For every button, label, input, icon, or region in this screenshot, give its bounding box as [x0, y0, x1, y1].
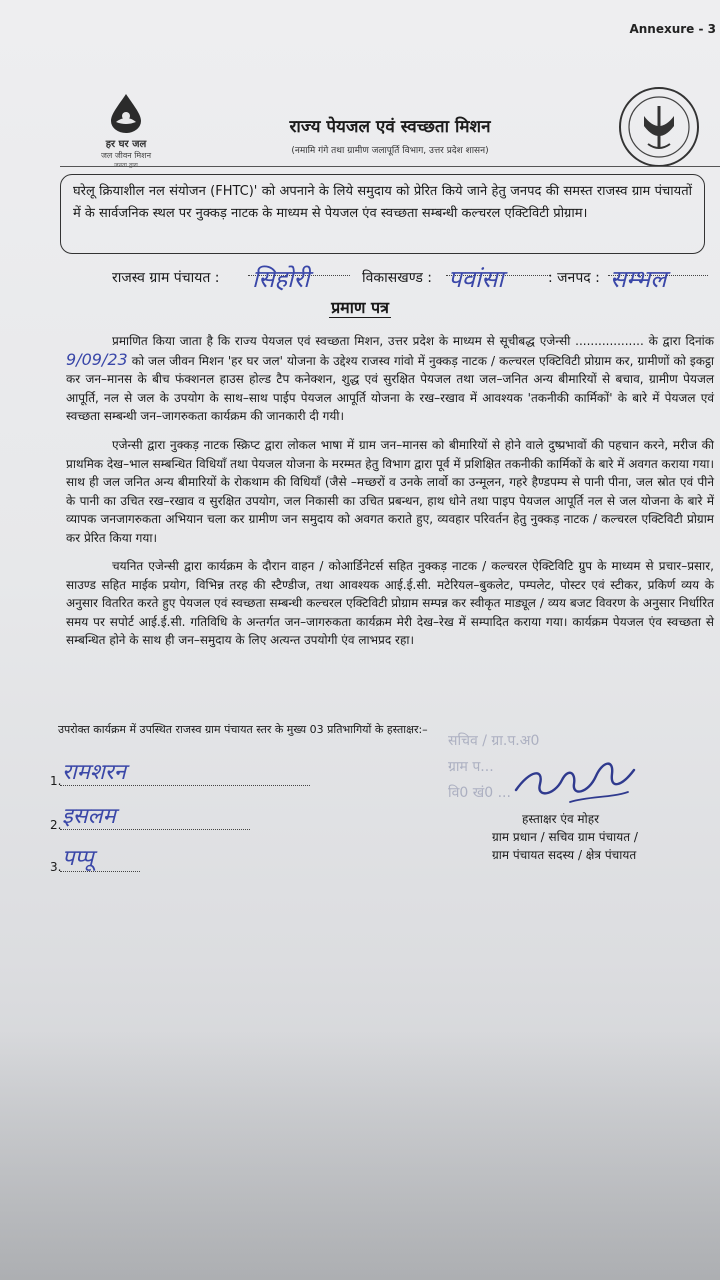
- water-drop-icon: [106, 92, 146, 134]
- participants-intro: उपरोक्त कार्यक्रम में उपस्थित राजस्व ग्राम पंचायत स्तर के मुख्य 03 प्रतिभागियों के हस्ताक्षर:–: [58, 723, 428, 736]
- block-value: पवांसा: [448, 265, 504, 293]
- paragraph-2: [66, 436, 714, 547]
- org-title: राज्य पेयजल एवं स्वच्छता मिशन: [289, 117, 491, 137]
- district-value: सम्भल: [610, 265, 667, 293]
- signatory-line-3: ग्राम पंचायत सदस्य / क्षेत्र पंचायत: [492, 848, 637, 862]
- paragraph-1-part-1: प्रमाणित किया जाता है कि राज्य पेयजल एवं स्वच्छता मिशन, उत्तर प्रदेश के माध्यम से सूचीबद्ध एजेन्सी .................. के द्वारा दिनांक: [112, 334, 714, 348]
- event-date: 9/09/23: [66, 349, 128, 369]
- logo-line-3: [76, 161, 176, 169]
- paragraph-3: [66, 557, 714, 650]
- district-label: : जनपद :: [548, 270, 600, 286]
- gram-panchayat-value: सिहोरी: [252, 265, 310, 293]
- logo-line-1: हर घर जल: [105, 139, 147, 150]
- block-label: विकासखण्ड :: [362, 270, 433, 286]
- participant-signature-3: [50, 838, 140, 878]
- program-description-box: घरेलू क्रियाशील नल संयोजन (FHTC)' को अपनाने के लिये समुदाय को प्रेरित किये जाने हेतु जनपद की समस्त राजस्व ग्राम पंचायतों में के सार्वजनिक स्थल पर नुक्कड़ नाटक के माध्यम से पेयजल एंव स्वच्छता सम्बन्धी कल्चरल एक्टिविटी प्रोग्राम।: [60, 174, 705, 254]
- photo-shadow: [0, 1030, 720, 1280]
- signatory-line-1: हस्ताक्षर एंव मोहर: [522, 812, 600, 826]
- participant-signature-1: [50, 752, 310, 792]
- certificate-title-text: प्रमाण पत्र: [331, 298, 389, 317]
- participant-name: रामशरन: [62, 760, 127, 785]
- signatory-caption: [492, 810, 692, 864]
- annexure-label: Annexure - 3: [629, 22, 716, 36]
- paragraph-3-text: चयनित एजेन्सी द्वारा कार्यक्रम के दौरान वाहन / कोआर्डिनेटर्स सहित नुक्कड़ नाटक / कल्चरल ऐक्टिविटि ग्रुप के माध्यम से प्रचार–प्रसार, साउण्ड सहित माईक प्रयोग, विभिन्न तरह की स्टैण्डीज, तथा आवश्यक आई.ई.सी. मटेरियल–बुकलेट, पम्पलेट, पोस्टर एवं स्टीकर, प्रकिर्ण व्यय के अनुसार वितरित करते हुए पेयजल एवं स्वच्छता सम्बन्धी कल्चरल एक्टिविटी प्रोग्राम सम्पन्न कर स्वीकृत माड्यूल / व्यय बजट विवरण के अनुसार निर्धारित समय पर सपोर्ट आई.ई.सी. गतिविधि के अन्तर्गत जन–जागरुकता कार्यक्रम मेरी देख–रेख में सम्पादित कराया गया। कार्यक्रम पेयजल एंव स्वच्छता से सम्बन्धित होने के साथ ही जन–समुदाय के लिए अत्यन्त उपयोगी एंव लाभप्रद रहा।: [66, 559, 714, 647]
- participant-number: 1.: [50, 774, 62, 788]
- organization-heading: [180, 114, 600, 156]
- handwritten-signature: [510, 750, 640, 808]
- participant-number: 3.: [50, 860, 62, 874]
- paragraph-2-text: एजेन्सी द्वारा नुक्कड़ नाटक स्क्रिप्ट द्वारा लोकल भाषा में ग्राम जन–मानस को बीमारियों से होने वाले दुष्प्रभावों की पहचान करने, मरीज की प्राथमिक देख–भाल सम्बन्धित विधियाँ तथा पेयजल योजना के मरम्मत हेतु विभाग द्वारा पूर्व में प्रशिक्षित तकनीकी कार्मिकों के बारे में अवगत कराया गया। साथ ही जल जनित अन्य बीमारियों के रोकथाम की विधियाँ (जैसे –मच्छरों व उनके लार्वो का उन्मूलन, गहरे हैण्डपम्प से पानी पीना, जल स्रोत एवं पीने के पानी का उचित रख–रखाव व सुरक्षित उपयोग, जल निकासी का उचित प्रबन्धन, हाथ धोने तथा पाइप पेयजल आपूर्ति नल से जल योजना के बारे में व्यापक जनजागरुकता अभियान चला कर ग्रामीण जन समुदाय को अवगत कराते हुए, व्यवहार परिवर्तन हेतु नुक्कड़ नाटक / कल्चरल एक्टिविटी प्रोग्राम कर प्रेरित किया गया।: [66, 438, 714, 545]
- paragraph-1-part-2: को जल जीवन मिशन 'हर घर जल' योजना के उद्देश्य राजस्व गांवो में नुक्कड़ नाटक / कल्चरल एक्टिविटी प्रोग्राम कर, ग्रामीणों को इकट्ठा कर जन–मानस के बीच फंक्शनल हाउस होल्ड टैप कनेक्शन, शुद्ध एवं सुरक्षित पेयजल तथा जल–जनित अन्य बीमारियों से बचाव, ग्रामीण पेयजल आपूर्ति, नल से जल के उपयोग के साथ–साथ पाईप पेयजल आपूर्ति योजना के रख–रखाव में आवश्यक 'तकनीकी कार्मिकों' के बारे में पेयजल एवं स्वच्छता सम्बन्धी जन–जागरुकता कार्यक्रम की जानकारी दी गयी।: [66, 353, 714, 423]
- stamp-line-2: ग्राम प...: [448, 759, 494, 775]
- participant-name: पप्पू: [62, 846, 94, 871]
- participant-name: इसलम: [62, 804, 116, 829]
- gram-panchayat-label: राजस्व ग्राम पंचायत :: [112, 270, 220, 286]
- paragraph-1: [66, 332, 714, 426]
- har-ghar-jal-logo: [76, 92, 176, 169]
- certificate-title: [0, 296, 720, 318]
- up-government-seal: [618, 86, 700, 172]
- participant-number: 2.: [50, 818, 62, 832]
- stamp-line-3: वि0 खं0 ...: [448, 785, 511, 801]
- logo-line-2: जल जीवन मिशन: [100, 151, 152, 160]
- signatory-line-2: ग्राम प्रधान / सचिव ग्राम पंचायत /: [492, 830, 638, 844]
- emblem-icon: [618, 86, 700, 168]
- stamp-line-1: सचिव / ग्रा.प.अ0: [448, 733, 540, 749]
- org-subtitle: (नमामि गंगे तथा ग्रामीण जलापूर्ति विभाग, उत्तर प्रदेश शासन): [291, 146, 489, 156]
- participant-signature-2: [50, 796, 250, 836]
- header-divider: [60, 166, 720, 167]
